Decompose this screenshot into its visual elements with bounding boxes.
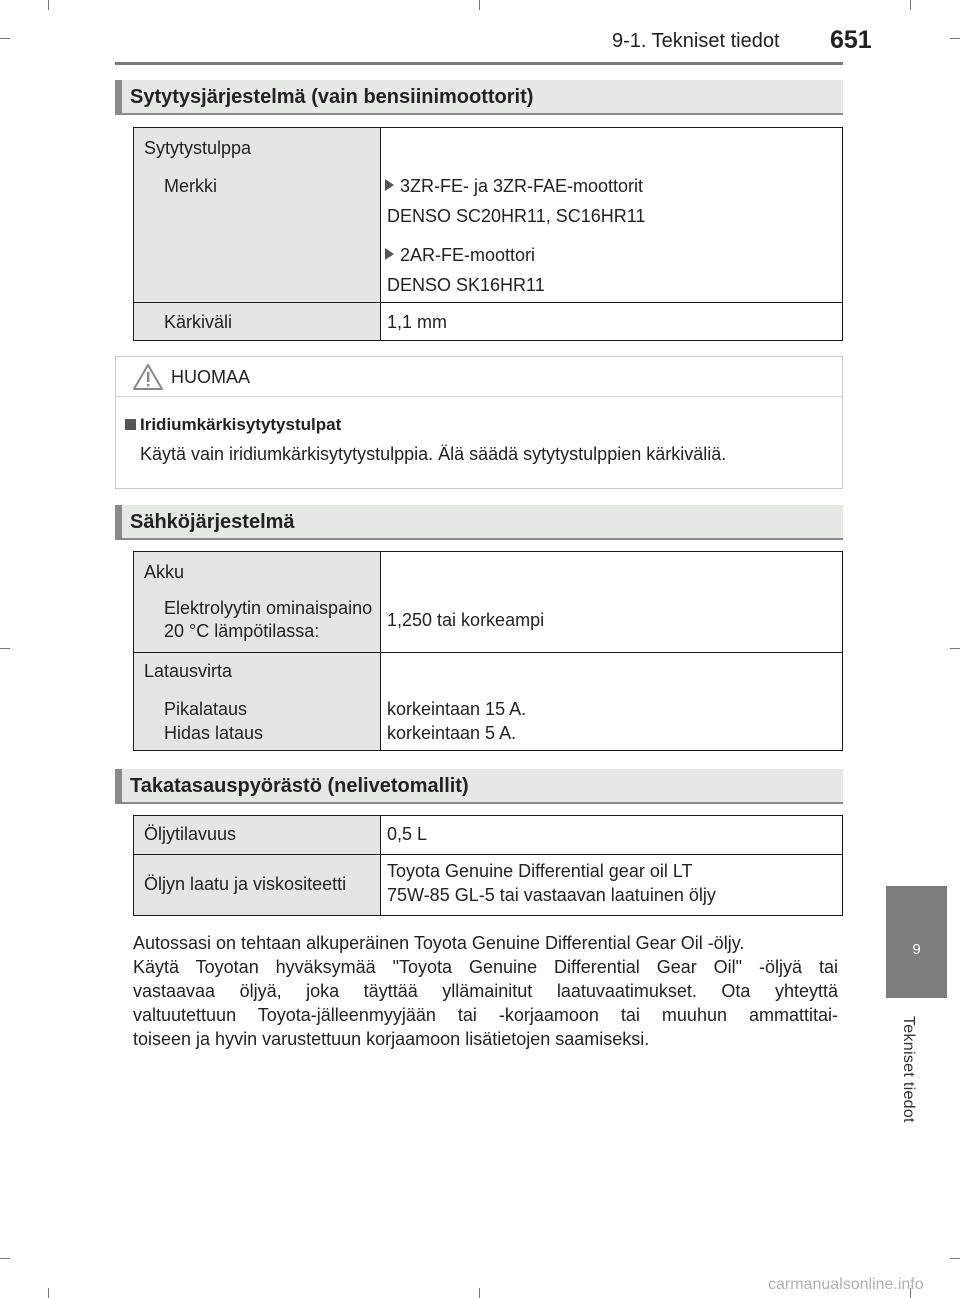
crop-mark <box>950 38 960 39</box>
plug-2-value: DENSO SK16HR11 <box>387 275 545 295</box>
table-value-cell <box>381 816 842 854</box>
running-header-section: 9-1. Tekniset tiedot <box>612 30 780 52</box>
triangle-bullet-icon <box>385 179 394 191</box>
fast-charge-value: korkeintaan 15 A. <box>387 699 527 719</box>
table-label-cell <box>134 855 381 915</box>
engine-2-text: 2AR-FE-moottori <box>400 245 536 265</box>
oil-quality-label: Öljyn laatu ja viskositeetti <box>144 874 347 894</box>
section-heading-ignition <box>115 80 843 115</box>
chapter-tab <box>886 886 947 998</box>
table-row <box>134 128 842 302</box>
warning-icon <box>132 363 164 391</box>
square-bullet-icon <box>125 419 136 430</box>
crop-mark <box>950 648 960 649</box>
table-label-cell <box>134 303 381 340</box>
chapter-number: 9 <box>912 941 921 958</box>
fast-charge-label: Pikalataus <box>164 699 248 719</box>
crop-mark <box>0 38 10 39</box>
plug-1-value: DENSO SC20HR11, SC16HR11 <box>387 206 646 226</box>
battery-label: Akku <box>144 562 185 582</box>
crop-mark <box>950 1258 960 1259</box>
notice-subtitle: Iridiumkärkisytytystulpat <box>140 415 342 434</box>
table-label-cell <box>134 816 381 854</box>
crop-mark <box>48 0 49 10</box>
crop-mark <box>0 1258 10 1259</box>
oil-quality-value-1: Toyota Genuine Differential gear oil LT <box>387 861 693 881</box>
crop-mark <box>48 1288 49 1298</box>
specific-gravity-value: 1,250 tai korkeampi <box>387 610 545 630</box>
crop-mark <box>910 0 911 10</box>
engine-group-2 <box>385 245 535 266</box>
specific-gravity-label-1: Elektrolyytin ominaispaino <box>164 598 373 618</box>
charging-label: Latausvirta <box>144 661 233 681</box>
gap-label: Kärkiväli <box>164 312 233 332</box>
page-number: 651 <box>830 26 872 54</box>
header-rule <box>115 62 843 65</box>
paragraph-line: toiseen ja hyvin varustettuun korjaamoon lisätietojen saamiseksi. <box>133 1029 650 1049</box>
electrical-table <box>133 551 843 751</box>
notice-title: HUOMAA <box>171 367 251 387</box>
table-row <box>134 552 842 652</box>
table-value-cell <box>381 128 842 302</box>
crop-mark <box>479 0 480 10</box>
notice-box <box>115 356 843 489</box>
paragraph-line: vastaavaa öljyä, joka täyttää yllämainitut laatuvaatimukset. Ota yhteyttä <box>133 981 838 1001</box>
section-title: Takatasauspyörästö (nelivetomallit) <box>130 775 469 797</box>
table-label-cell <box>134 653 381 750</box>
differential-table <box>133 815 843 916</box>
slow-charge-value: korkeintaan 5 A. <box>387 723 517 743</box>
table-label-cell <box>134 552 381 652</box>
table-row <box>134 652 842 750</box>
oil-quality-value-2: 75W-85 GL-5 tai vastaavan laatuinen öljy <box>387 885 716 905</box>
info-paragraph <box>133 931 838 1051</box>
heading-bar <box>115 769 122 802</box>
table-row <box>134 302 842 340</box>
slow-charge-label: Hidas lataus <box>164 723 264 743</box>
specific-gravity-label-2: 20 °C lämpötilassa: <box>164 621 320 641</box>
table-row <box>134 816 842 854</box>
table-value-cell <box>381 552 842 652</box>
oil-capacity-value: 0,5 L <box>387 824 428 844</box>
engine-1-text: 3ZR-FE- ja 3ZR-FAE-moottorit <box>400 176 644 196</box>
heading-bar <box>115 505 122 538</box>
paragraph-line: valtuutettuun Toyota-jälleenmyyjään tai -korjaamoon tai muuhun ammattitai- <box>133 1005 838 1025</box>
notice-body: Käytä vain iridiumkärkisytytystulppia. Älä säädä sytytystulppien kärkiväliä. <box>140 444 727 464</box>
paragraph-line: Autossasi on tehtaan alkuperäinen Toyota Genuine Differential Gear Oil -öljy. <box>133 933 745 953</box>
brand-label: Merkki <box>164 176 217 196</box>
table-value-cell <box>381 653 842 750</box>
oil-capacity-label: Öljytilavuus <box>144 824 237 844</box>
table-value-cell <box>381 303 842 340</box>
crop-mark <box>0 648 10 649</box>
triangle-bullet-icon <box>385 248 394 260</box>
watermark: carmanualsonline.info <box>768 1276 924 1293</box>
table-label-cell <box>134 128 381 302</box>
table-row <box>134 854 842 915</box>
table-value-cell <box>381 855 842 915</box>
paragraph-line: Käytä Toyotan hyväksymää "Toyota Genuine Differential Gear Oil" -öljyä tai <box>133 957 838 977</box>
heading-bar <box>115 80 122 113</box>
chapter-label: Tekniset tiedot <box>900 1016 917 1123</box>
gap-value: 1,1 mm <box>387 312 448 332</box>
section-heading-electrical <box>115 505 843 540</box>
section-heading-differential <box>115 769 843 804</box>
section-title: Sähköjärjestelmä <box>130 511 295 533</box>
crop-mark <box>479 1288 480 1298</box>
spark-plug-label: Sytytystulppa <box>144 138 252 158</box>
engine-group-1 <box>385 176 643 197</box>
section-title: Sytytysjärjestelmä (vain bensiinimoottorit) <box>130 86 534 108</box>
notice-header <box>116 357 842 397</box>
ignition-table <box>133 127 843 341</box>
